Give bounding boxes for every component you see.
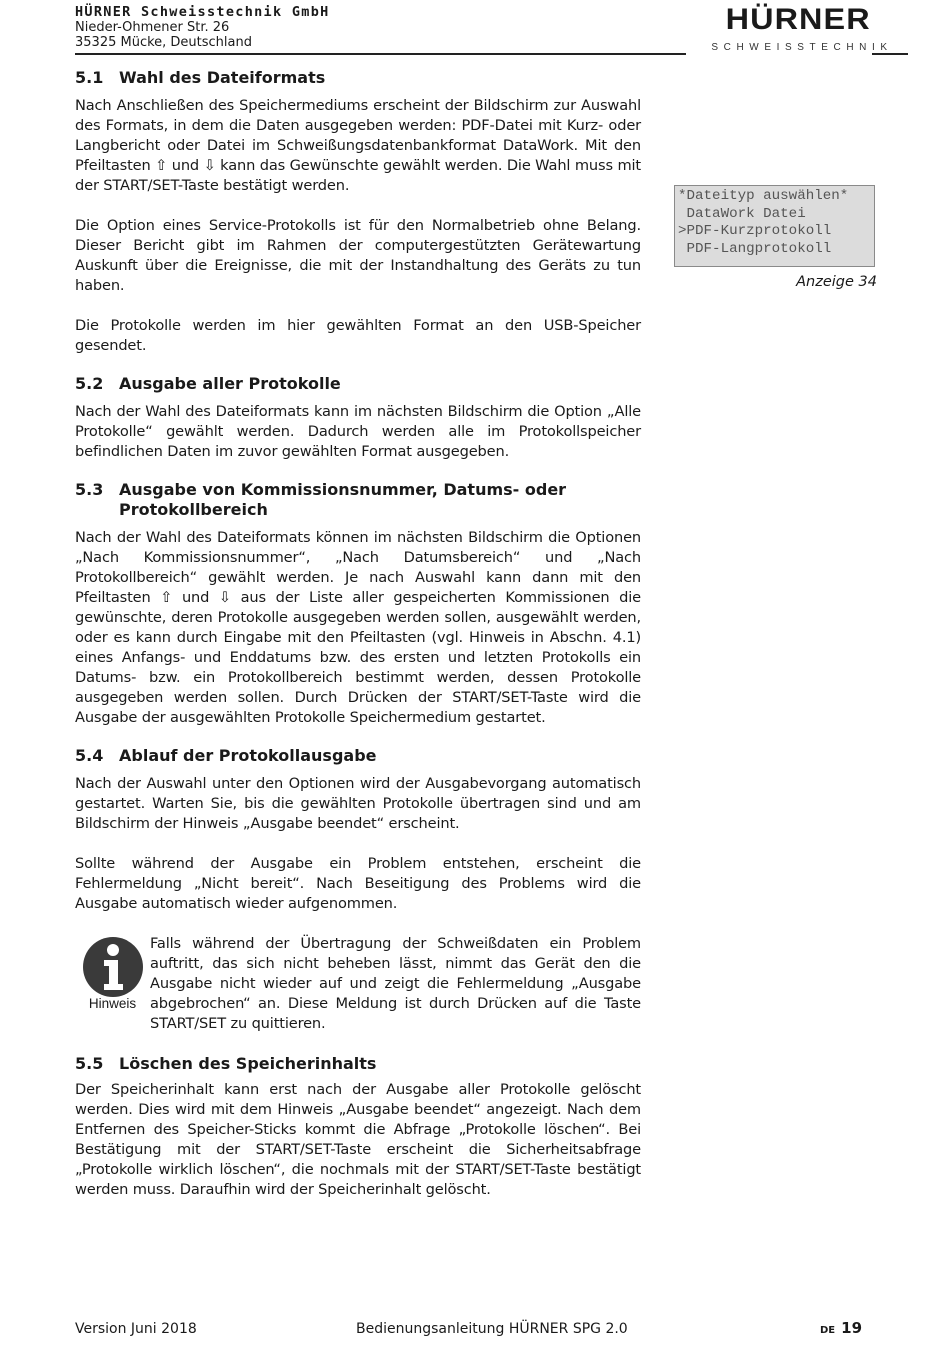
section-heading-5-2 <box>75 374 641 394</box>
section-title: Ausgabe von Kommissionsnummer, Datums- oder Protokollbereich <box>119 480 567 519</box>
header-divider-right <box>872 53 908 55</box>
display-line: >PDF-Kurzprotokoll <box>678 223 832 240</box>
language-code: DE <box>820 1325 836 1336</box>
display-line: *Dateityp auswählen* <box>678 188 849 204</box>
logo-subtitle: SCHWEISSTECHNIK <box>711 42 893 53</box>
paragraph: Nach der Auswahl unter den Optionen wird der Ausgabevorgang automatisch gestartet. Warten Sie, bis die gewählten Protokolle übertragen sind und am Bildschirm der Hinweis „Ausgabe beendet“ erscheint. <box>75 775 641 832</box>
company-city: 35325 Mücke, Deutschland <box>75 35 252 50</box>
company-address <box>75 5 330 50</box>
lcd-display <box>674 185 875 267</box>
note-text: Falls während der Übertragung der Schweißdaten ein Problem auftritt, das sich nicht beheben lässt, nimmt das Gerät den die Ausgabe nicht wieder auf und zeigt die Fehlermeldung „Ausgabe abgebrochen“ an. Diese Meldung ist durch Drücken auf die Taste START/SET zu quittieren. <box>150 935 641 1032</box>
paragraph: Nach der Wahl des Dateiformats können im nächsten Bildschirm die Optionen „Nach Kommissionsnummer“, „Nach Datumsbereich“ und „Nach Protokollbereich“ gewählt werden. Je nach Auswahl kann dann mit den Pfeiltasten ⇧ und ⇩ aus der Liste aller gespeicherten Kommissionen die gewünschte, deren Protokolle ausgegeben werden sollen, ausgewählt werden, oder es kann durch Eingabe mit den Pfeiltasten (vgl. Hinweis in Abschn. 4.1) eines Anfangs- und Enddatums bzw. des ersten und letzten Protokolls ein Datums- bzw. ein Protokollbereich bestimmt werden, dessen Protokolle ausgegeben werden sollen. Durch Drücken der START/SET-Taste wird die Ausgabe der ausgewählten Protokolle Speichermedium gestartet. <box>75 529 641 726</box>
main-content <box>75 68 641 1220</box>
section-title: Löschen des Speicherinhalts <box>119 1054 377 1073</box>
company-logo <box>686 4 910 53</box>
display-caption: Anzeige 34 <box>796 274 877 290</box>
note-box <box>75 934 641 1034</box>
paragraph: Die Option eines Service-Protokolls ist für den Normalbetrieb ohne Belang. Dieser Bericht gibt im Rahmen der computergestützten Gerätewartung Auskunft über die Ereignisse, die mit der Instandhaltung des Geräts zu tun haben. <box>75 217 641 294</box>
info-icon <box>82 936 144 998</box>
section-heading-5-5 <box>75 1054 641 1074</box>
section-number: 5.3 <box>75 480 104 499</box>
logo-word: HÜRNER <box>725 3 871 36</box>
info-note <box>75 934 150 1011</box>
paragraph: Nach der Wahl des Dateiformats kann im nächsten Bildschirm die Option „Alle Protokolle“ gewählt werden. Dadurch werden alle im Protokollspeicher befindlichen Daten im zuvor gewählten Format ausgegeben. <box>75 403 641 460</box>
section-title: Ablauf der Protokollausgabe <box>119 746 377 765</box>
note-label: Hinweis <box>88 996 137 1011</box>
footer-manual-title: Bedienungsanleitung HÜRNER SPG 2.0 <box>356 1321 628 1337</box>
section-heading-5-3 <box>75 480 641 520</box>
paragraph: Die Protokolle werden im hier gewählten Format an den USB-Speicher gesendet. <box>75 317 641 354</box>
page-number-value: 19 <box>841 1319 863 1337</box>
footer-version: Version Juni 2018 <box>75 1321 197 1337</box>
section-title: Wahl des Dateiformats <box>119 68 326 87</box>
header-divider <box>75 53 686 55</box>
display-line: PDF-Langprotokoll <box>678 240 832 257</box>
company-street: Nieder-Ohmener Str. 26 <box>75 20 230 35</box>
display-line: DataWork Datei <box>678 205 806 222</box>
section-number: 5.2 <box>75 374 104 393</box>
company-name: HÜRNER Schweisstechnik GmbH <box>75 4 330 20</box>
section-heading-5-1 <box>75 68 641 88</box>
page-number <box>820 1319 862 1337</box>
section-number: 5.5 <box>75 1054 104 1073</box>
section-heading-5-4 <box>75 746 641 766</box>
paragraph: Nach Anschließen des Speichermediums erscheint der Bildschirm zur Auswahl des Formats, in dem die Daten ausgegeben werden: PDF-Datei mit Kurz- oder Langbericht oder Datei im Schweißungsdatenbankformat DataWork. Mit den Pfeiltasten ⇧ und ⇩ kann das Gewünschte gewählt werden. Die Wahl muss mit der START/SET-Taste bestätigt werden. <box>75 97 641 194</box>
section-title: Ausgabe aller Protokolle <box>119 374 341 393</box>
section-number: 5.1 <box>75 68 104 87</box>
paragraph: Sollte während der Ausgabe ein Problem entstehen, erscheint die Fehlermeldung „Nicht bereit“. Nach Beseitigung des Problems wird die Ausgabe automatisch wieder aufgenommen. <box>75 855 641 912</box>
paragraph: Der Speicherinhalt kann erst nach der Ausgabe aller Protokolle gelöscht werden. Dies wird mit dem Hinweis „Ausgabe beendet“ angezeigt. Nach dem Entfernen des Speicher-Sticks kommt die Abfrage „Protokolle löschen“. Bei Bestätigung mit der START/SET-Taste erscheint die Sicherheitsabfrage „Protokolle wirklich löschen“, die nochmals mit der START/SET-Taste bestätigt werden muss. Daraufhin wird der Speicherinhalt gelöscht. <box>75 1081 641 1198</box>
section-number: 5.4 <box>75 746 104 765</box>
